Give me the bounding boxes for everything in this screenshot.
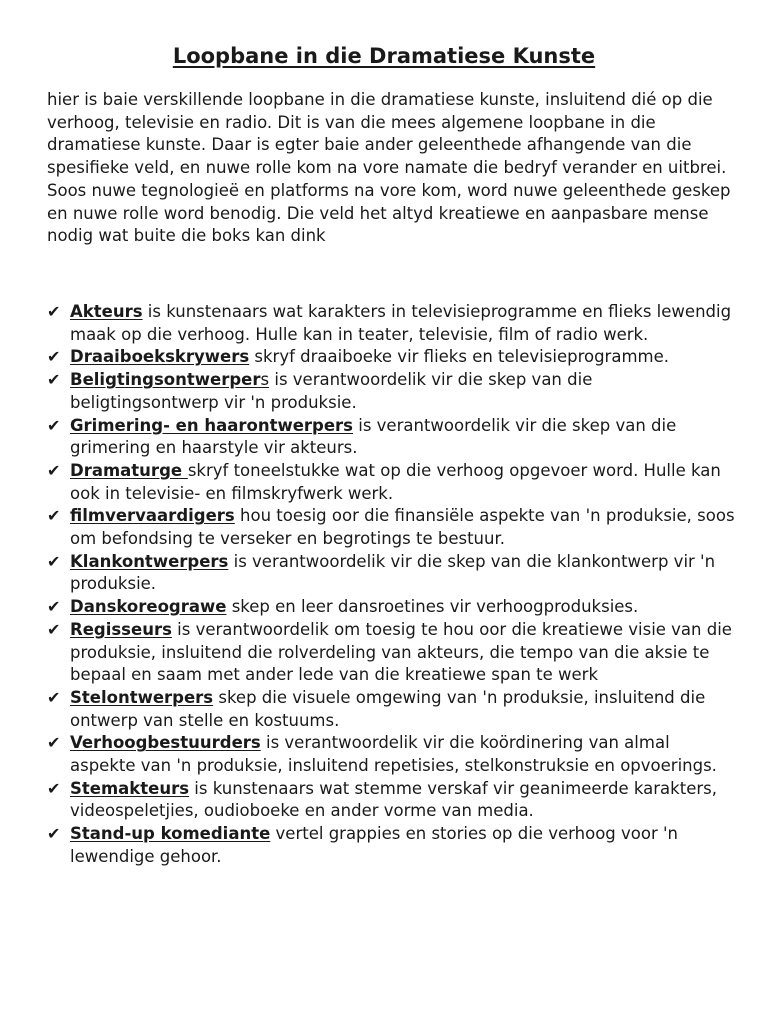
career-description: skryf draaiboeke vir flieks en televisieprogramme.: [249, 347, 669, 367]
career-term: Verhoogbestuurders: [70, 733, 261, 753]
list-item: [47, 732, 737, 777]
checkmark-icon: ✔: [47, 460, 61, 480]
intro-paragraph: hier is baie verskillende loopbane in die dramatiese kunste, insluitend dié op die verhoog, televisie en radio. Dit is van die mees algemene loopbane in die dramatiese kunste. Daar is egter baie ander geleenthede afhangende van die spesifieke veld, en nuwe rolle kom na vore namate die bedryf verander en uitbrei. Soos nuwe tegnologieë en platforms na vore kom, word nuwe geleenthede geskep en nuwe rolle word benodig. Die veld het altyd kreatiewe en aanpasbare mense nodig wat buite die boks kan dink: [47, 90, 731, 246]
career-term: Stemakteurs: [70, 778, 190, 798]
career-term: Akteurs: [70, 302, 143, 321]
career-term-suffix: s: [260, 370, 270, 390]
career-description: is verantwoordelik vir die skep van die grimering en haarstyle vir akteurs.: [70, 415, 677, 458]
career-term: Stand-up komediante: [70, 824, 271, 844]
career-description: skep en leer dansroetines vir verhoogproduksies.: [226, 597, 639, 617]
checkmark-icon: ✔: [47, 733, 61, 753]
list-item: [47, 823, 737, 868]
page-title: Loopbane in die Dramatiese Kunste: [172, 44, 596, 68]
career-description: is verantwoordelik vir die koördinering van almal aspekte van 'n produksie, insluitend repetisies, stelkonstruksie en opvoerings.: [70, 733, 717, 776]
career-list: [47, 301, 737, 869]
checkmark-icon: ✔: [47, 619, 61, 639]
list-item: [47, 415, 737, 460]
career-term: Stelontwerpers: [70, 687, 214, 707]
list-item: [47, 687, 737, 732]
list-item: [47, 619, 737, 687]
career-term: Draaiboekskrywers: [70, 347, 250, 367]
checkmark-icon: ✔: [47, 347, 61, 367]
checkmark-icon: ✔: [47, 778, 61, 798]
checkmark-icon: ✔: [47, 370, 61, 390]
career-description: is kunstenaars wat karakters in televisieprogramme en flieks lewendig maak op die verhoog. Hulle kan in teater, televisie, film of radio werk.: [70, 302, 732, 344]
list-item: [47, 596, 737, 619]
list-item: [47, 369, 737, 414]
career-term: Grimering- en haarontwerpers: [70, 415, 353, 435]
career-term: Regisseurs: [70, 619, 172, 639]
checkmark-icon: ✔: [47, 687, 61, 707]
career-description: hou toesig oor die finansiële aspekte van 'n produksie, soos om befondsing te verseker en begrotings te bestuur.: [70, 506, 735, 549]
checkmark-icon: ✔: [47, 551, 61, 571]
checkmark-icon: ✔: [47, 506, 61, 526]
career-description: skryf toneelstukke wat op die verhoog opgevoer word. Hulle kan ook in televisie- en filmskryfwerk werk.: [70, 460, 721, 503]
career-term: Dramaturge: [70, 460, 188, 480]
career-description: is kunstenaars wat stemme verskaf vir geanimeerde karakters, videospeletjies, oudioboeke en ander vorme van media.: [70, 778, 717, 821]
checkmark-icon: ✔: [47, 824, 61, 844]
list-item: [47, 301, 737, 346]
checkmark-icon: ✔: [47, 415, 61, 435]
career-term: filmvervaardigers: [70, 506, 235, 526]
career-description: vertel grappies en stories op die verhoog voor 'n lewendige gehoor.: [70, 824, 678, 866]
career-description: is verantwoordelik om toesig te hou oor die kreatiewe visie van die produksie, insluitend die rolverdeling van akteurs, die tempo van die aksie te bepaal en saam met ander lede van die kreatiewe span te werk: [70, 619, 732, 685]
career-term: Klankontwerpers: [70, 551, 229, 571]
list-item: [47, 346, 737, 369]
checkmark-icon: ✔: [47, 302, 61, 321]
career-description: is verantwoordelik vir die skep van die beligtingsontwerp vir 'n produksie.: [70, 370, 593, 412]
list-item: [47, 778, 737, 823]
list-item: [47, 460, 737, 505]
career-term: Beligtingsontwerper: [70, 370, 261, 390]
checkmark-icon: ✔: [47, 597, 61, 617]
career-term: Danskoreograwe: [70, 597, 227, 617]
list-item: [47, 551, 737, 596]
career-description: skep die visuele omgewing van 'n produksie, insluitend die ontwerp van stelle en kostuums.: [70, 687, 706, 730]
list-item: [47, 505, 737, 550]
career-description: is verantwoordelik vir die skep van die klankontwerp vir 'n produksie.: [70, 551, 716, 594]
